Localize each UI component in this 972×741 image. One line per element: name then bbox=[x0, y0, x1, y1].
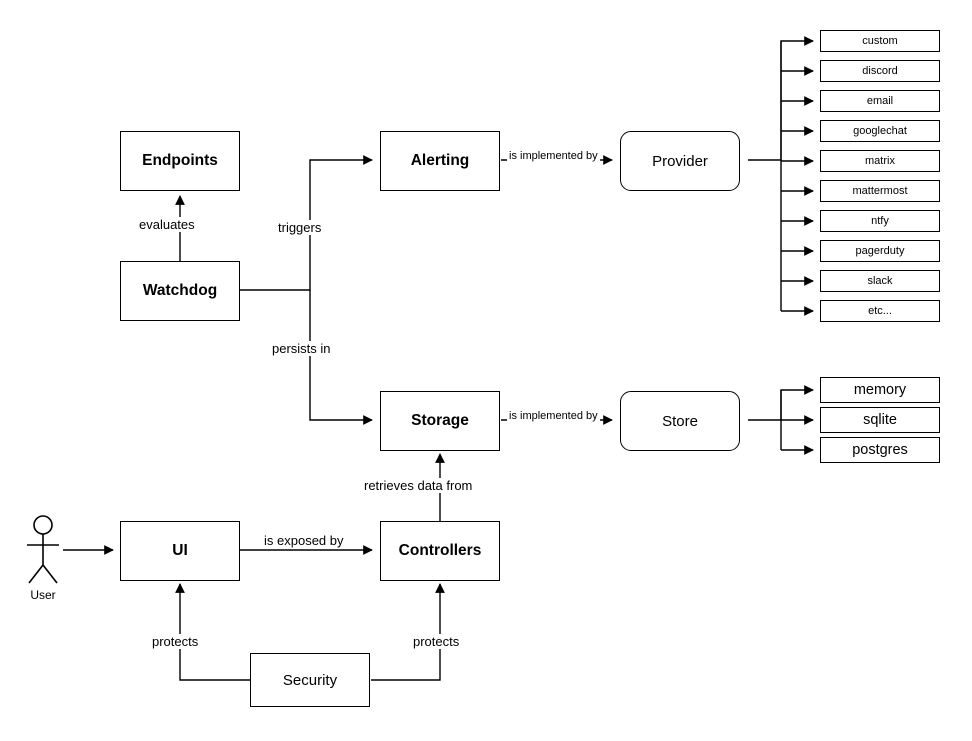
store-item-memory[interactable] bbox=[820, 377, 940, 403]
provider-item-label: slack bbox=[867, 275, 893, 287]
provider-item-pagerduty[interactable] bbox=[820, 240, 940, 262]
provider-item-label: custom bbox=[862, 35, 898, 47]
provider-item-label: matrix bbox=[865, 155, 895, 167]
store-item-label: postgres bbox=[852, 442, 908, 458]
edge-label-alerting-implemented-by: is implemented by bbox=[509, 150, 598, 162]
provider-item-label: mattermost bbox=[852, 185, 908, 197]
store-item-label: memory bbox=[853, 382, 907, 398]
edge-label-protects-controllers: protects bbox=[413, 634, 460, 649]
provider-item-mattermost[interactable] bbox=[820, 180, 940, 202]
store-item-label: sqlite bbox=[863, 412, 897, 428]
provider-item-etc[interactable] bbox=[820, 300, 940, 322]
edge-label-is-exposed-by: is exposed by bbox=[264, 533, 344, 548]
node-security-label: Security bbox=[282, 671, 338, 689]
user-actor-figure bbox=[27, 516, 59, 583]
node-storage-label: Storage bbox=[411, 412, 469, 429]
node-watchdog-label: Watchdog bbox=[142, 282, 218, 299]
node-ui-label: UI bbox=[172, 542, 188, 559]
node-provider[interactable] bbox=[620, 131, 740, 191]
provider-item-slack[interactable] bbox=[820, 270, 940, 292]
node-controllers-label: Controllers bbox=[398, 542, 482, 559]
node-store-label: Store bbox=[662, 412, 698, 430]
node-alerting[interactable] bbox=[380, 131, 500, 191]
node-controllers[interactable] bbox=[380, 521, 500, 581]
provider-item-matrix[interactable] bbox=[820, 150, 940, 172]
edge-label-protects-ui: protects bbox=[152, 634, 199, 649]
provider-item-label: googlechat bbox=[853, 125, 907, 137]
node-provider-label: Provider bbox=[652, 152, 708, 170]
node-endpoints-label: Endpoints bbox=[142, 152, 218, 169]
provider-item-label: etc... bbox=[868, 305, 892, 317]
node-security[interactable] bbox=[250, 653, 370, 707]
edge-label-persists-in: persists in bbox=[272, 341, 331, 356]
provider-item-label: email bbox=[866, 95, 894, 107]
node-storage[interactable] bbox=[380, 391, 500, 451]
provider-item-googlechat[interactable] bbox=[820, 120, 940, 142]
node-alerting-label: Alerting bbox=[410, 152, 470, 169]
node-store[interactable] bbox=[620, 391, 740, 451]
edge-label-retrieves-data-from: retrieves data from bbox=[364, 478, 473, 493]
node-endpoints[interactable] bbox=[120, 131, 240, 191]
user-actor-label: User bbox=[30, 588, 56, 602]
store-item-sqlite[interactable] bbox=[820, 407, 940, 433]
provider-item-label: discord bbox=[862, 65, 898, 77]
provider-item-ntfy[interactable] bbox=[820, 210, 940, 232]
store-item-postgres[interactable] bbox=[820, 437, 940, 463]
provider-item-custom[interactable] bbox=[820, 30, 940, 52]
provider-item-label: pagerduty bbox=[855, 245, 905, 257]
edge-label-triggers: triggers bbox=[278, 220, 322, 235]
edge-label-storage-implemented-by: is implemented by bbox=[509, 410, 598, 422]
provider-item-label: ntfy bbox=[871, 215, 889, 227]
edge-label-evaluates: evaluates bbox=[139, 217, 195, 232]
node-watchdog[interactable] bbox=[120, 261, 240, 321]
node-ui[interactable] bbox=[120, 521, 240, 581]
provider-item-discord[interactable] bbox=[820, 60, 940, 82]
provider-item-email[interactable] bbox=[820, 90, 940, 112]
